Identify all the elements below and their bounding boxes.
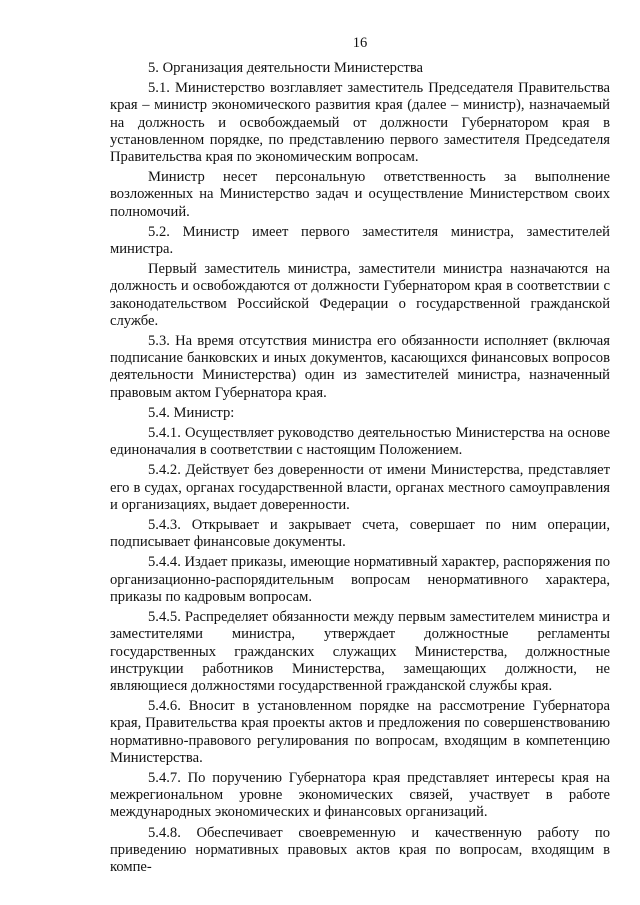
paragraph-5-3: 5.3. На время отсутствия министра его обязанности исполняет (включая подписание банковских и иных документов, касающихся финансовых вопросов деятельности Министерства) один из заместителей министра, назначенный правовым актом Губернатора края. <box>110 333 610 401</box>
paragraph-5-2: 5.2. Министр имеет первого заместителя министра, заместителей министра. <box>110 223 610 258</box>
section-heading: 5. Организация деятельности Министерства <box>148 60 423 76</box>
page-number: 16 <box>352 35 368 51</box>
paragraph-5-4-5: 5.4.5. Распределяет обязанности между первым заместителем министра и заместителями министра, утверждает должностные регламенты государственных гражданских служащих Министерства, должностные инструкции работников Министерства, замещающих должности, не являющиеся должностями государственной гражданской службы края. <box>110 609 610 694</box>
paragraph-5-1: 5.1. Министерство возглавляет заместитель Председателя Правительства края – министр экономического развития края (далее – министр), назначаемый на должность и освобождаемый от должности Губернатором края в установленном порядке, по представлению первого заместителя Председателя Правительства края по экономическим вопросам. <box>110 80 610 166</box>
paragraph-5-4-2: 5.4.2. Действует без доверенности от имени Министерства, представляет его в судах, органах государственной власти, органах местного самоуправления и организациях, выдает доверенности. <box>110 462 610 513</box>
document-page <box>110 34 610 876</box>
paragraph-5-4-6: 5.4.6. Вносит в установленном порядке на рассмотрение Губернатора края, Правительства края проекты актов и предложения по совершенствованию нормативно-правового регулирования по вопросам, входящим в компетенцию Министерства. <box>110 698 610 766</box>
paragraph-5-4-8: 5.4.8. Обеспечивает своевременную и качественную работу по приведению нормативных правовых актов края по вопросам, входящим в компе- <box>110 824 610 875</box>
paragraph-deputies-appointment: Первый заместитель министра, заместители министра назначаются на должность и освобождаются от должности Губернатором края в соответствии с законодательством Российской Федерации о государственной гражданской службе. <box>110 261 610 329</box>
paragraph-5-4: 5.4. Министр: <box>148 404 235 421</box>
paragraph-5-4-1: 5.4.1. Осуществляет руководство деятельностью Министерства на основе единоначалия в соответствии с настоящим Положением. <box>110 425 610 459</box>
paragraph-minister-responsibility: Министр несет персональную ответственность за выполнение возложенных на Министерство задач и осуществление Министерством своих полномочий. <box>110 169 610 220</box>
paragraph-5-4-4: 5.4.4. Издает приказы, имеющие нормативный характер, распоряжения по организационно-распорядительным вопросам ненормативного характера, приказы по кадровым вопросам. <box>110 554 610 605</box>
paragraph-5-4-7: 5.4.7. По поручению Губернатора края представляет интересы края на межрегиональном уровне экономических связей, участвует в работе международных экономических и финансовых организаций. <box>110 769 610 821</box>
paragraph-5-4-3: 5.4.3. Открывает и закрывает счета, совершает по ним операции, подписывает финансовые документы. <box>110 517 610 551</box>
